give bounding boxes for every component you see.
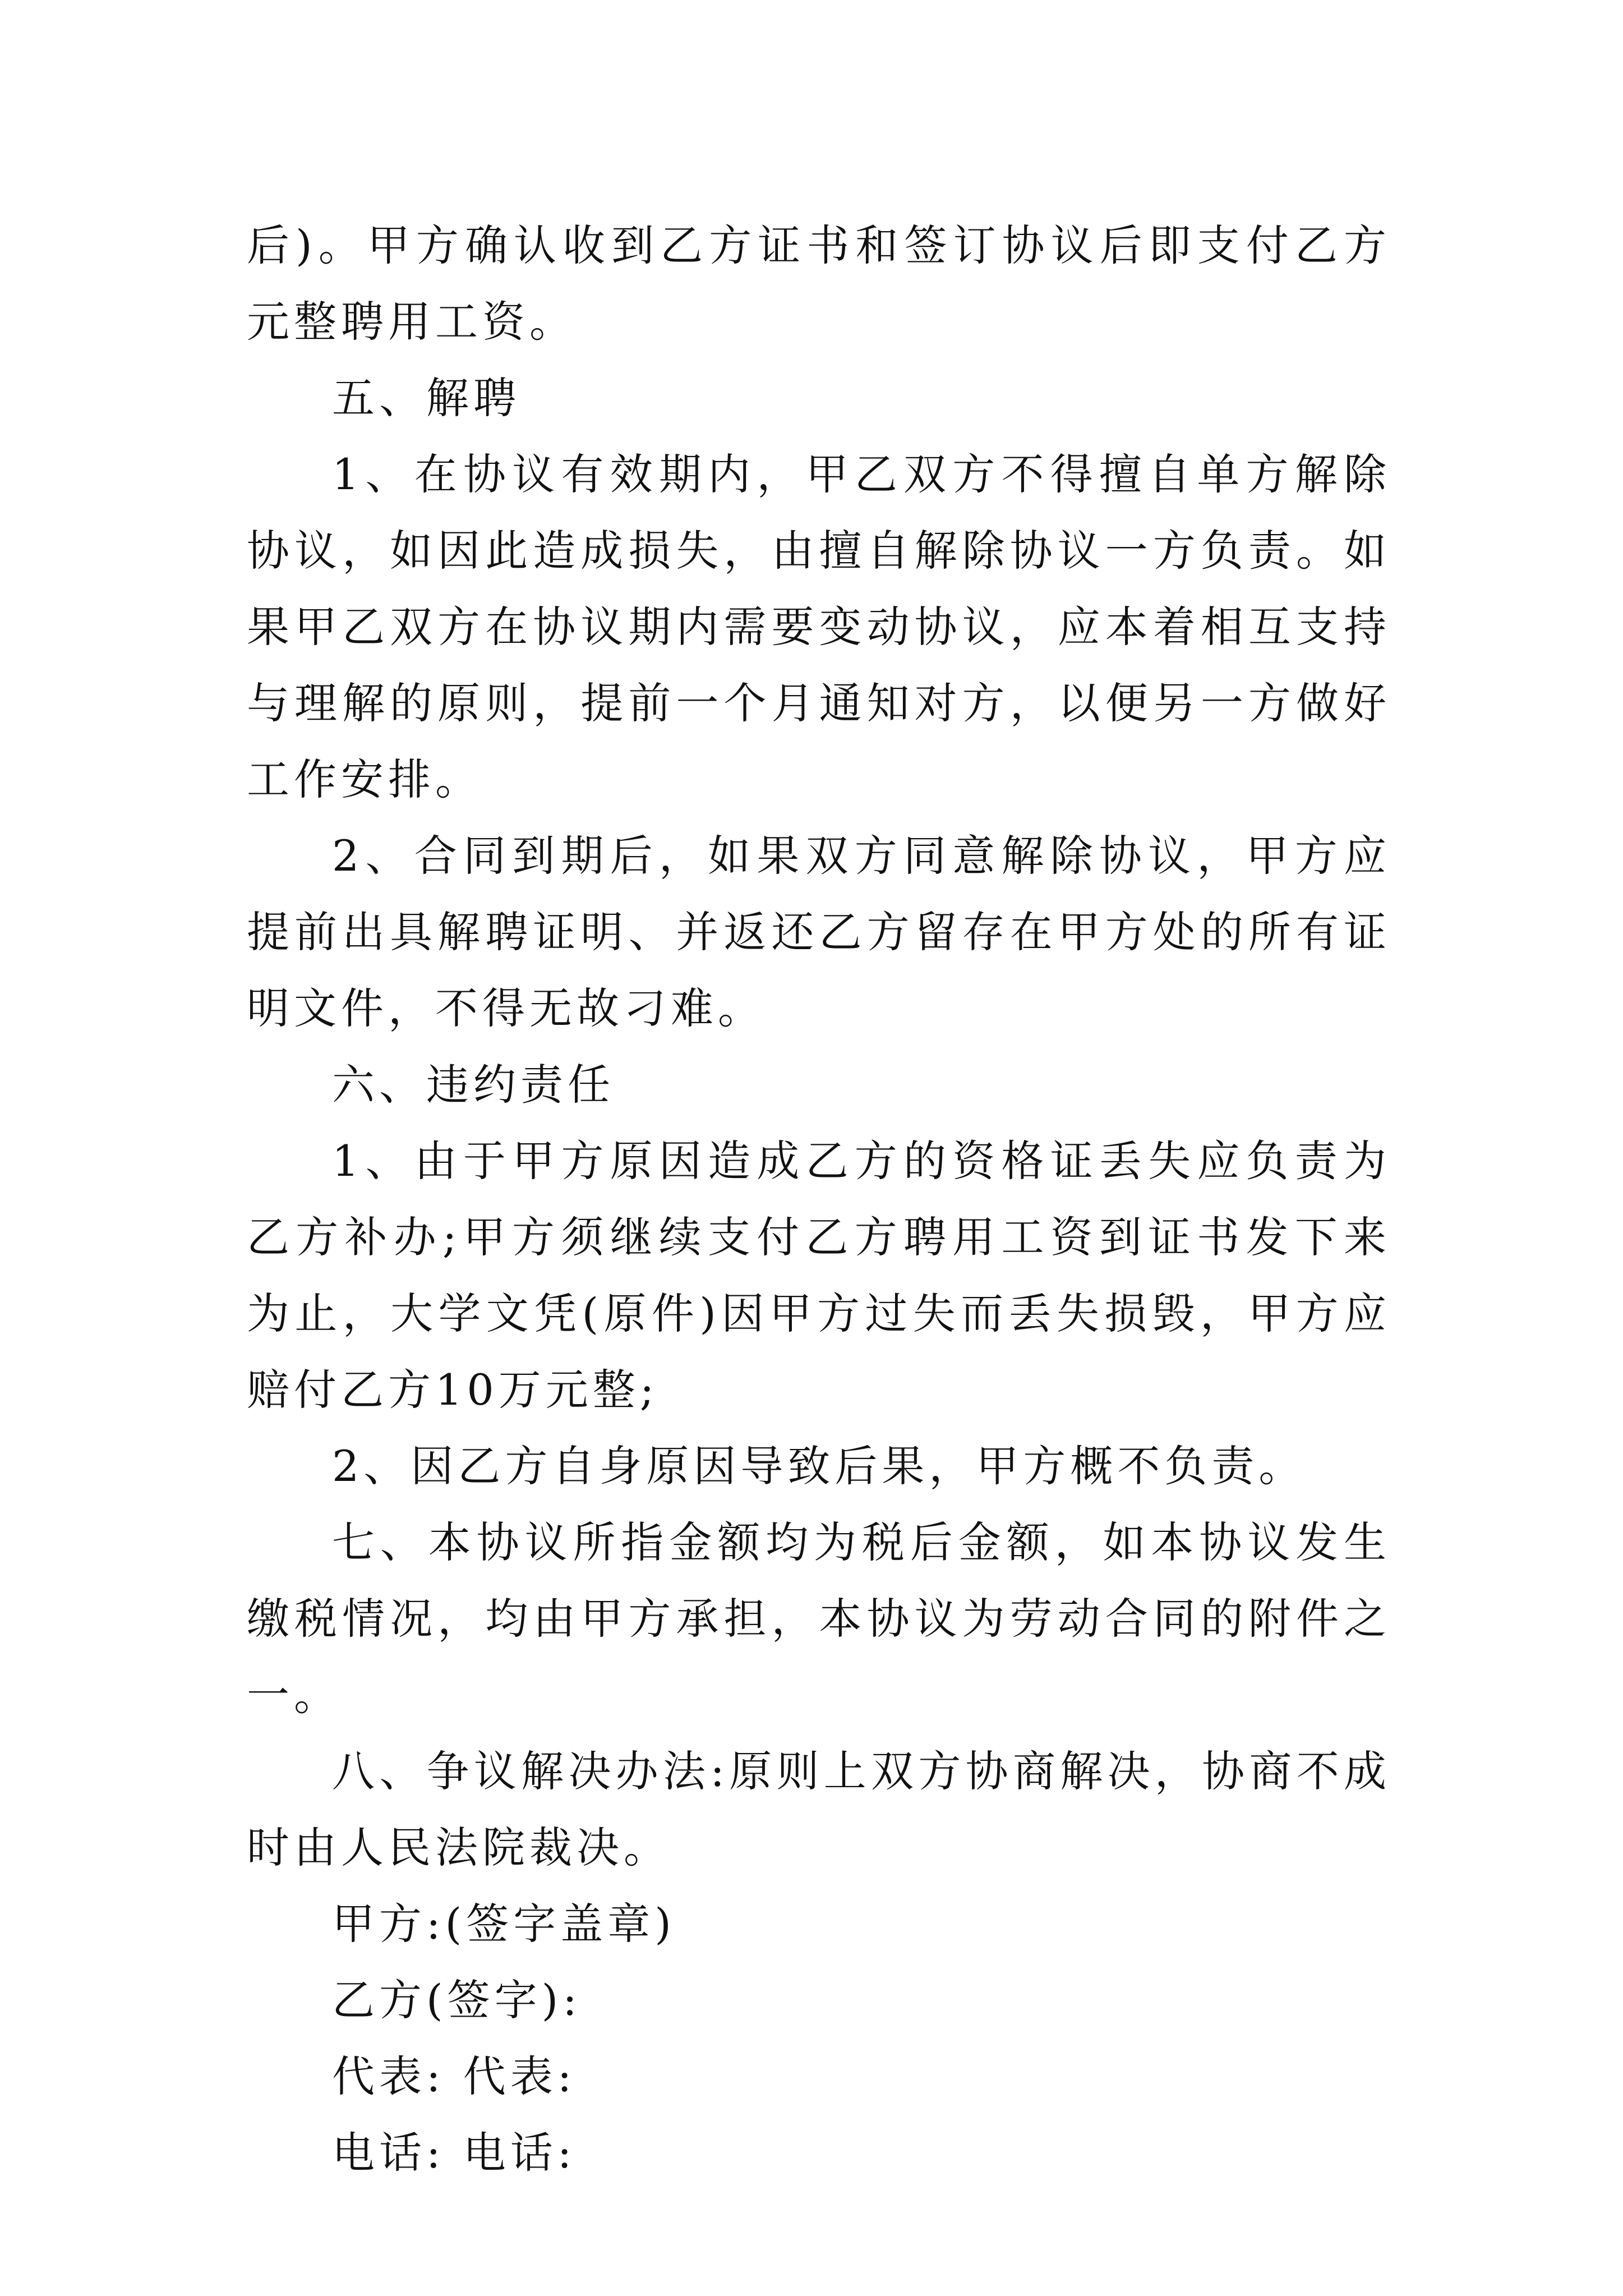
phone-line: 电话: 电话: bbox=[332, 2128, 577, 2178]
paragraph-dismissal-clause-1: 1、在协议有效期内，甲乙双方不得擅自单方解除协议，如因此造成损失，由擅自解除协议一方负责。如果甲乙双方在协议期内需要变动协议，应本着相互支持与理解的原则，提前一个月通知对方，以便另一方做好工作安排。 bbox=[247, 449, 1391, 804]
paragraph-dispute-resolution: 八、争议解决办法:原则上双方协商解决，协商不成时由人民法院裁决。 bbox=[247, 1746, 1391, 1872]
paragraph-breach-clause-2: 2、因乙方自身原因导致后果，甲方概不负责。 bbox=[332, 1441, 1306, 1491]
heading-breach-liability: 六、违约责任 bbox=[332, 1060, 615, 1110]
paragraph-breach-clause-1: 1、由于甲方原因造成乙方的资格证丢失应负责为乙方补办;甲方须继续支付乙方聘用工资到证书发下来为止，大学文凭(原件)因甲方过失而丢失损毁，甲方应赔付乙方10万元整; bbox=[247, 1136, 1391, 1415]
document-body bbox=[247, 208, 1391, 2191]
paragraph-salary-payment: 后)。甲方确认收到乙方证书和签订协议后即支付乙方元整聘用工资。 bbox=[247, 220, 1391, 347]
representative-line: 代表: 代表: bbox=[332, 2051, 577, 2101]
heading-dismissal: 五、解聘 bbox=[332, 373, 520, 423]
signature-party-b: 乙方(签字): bbox=[332, 1975, 582, 2025]
paragraph-dismissal-clause-2: 2、合同到期后，如果双方同意解除协议，甲方应提前出具解聘证明、并返还乙方留存在甲方处的所有证明文件，不得无故刁难。 bbox=[247, 831, 1391, 1033]
signature-party-a: 甲方:(签字盖章) bbox=[332, 1899, 676, 1949]
paragraph-tax-clause: 七、本协议所指金额均为税后金额，如本协议发生缴税情况，均由甲方承担，本协议为劳动合同的附件之一。 bbox=[247, 1517, 1391, 1720]
